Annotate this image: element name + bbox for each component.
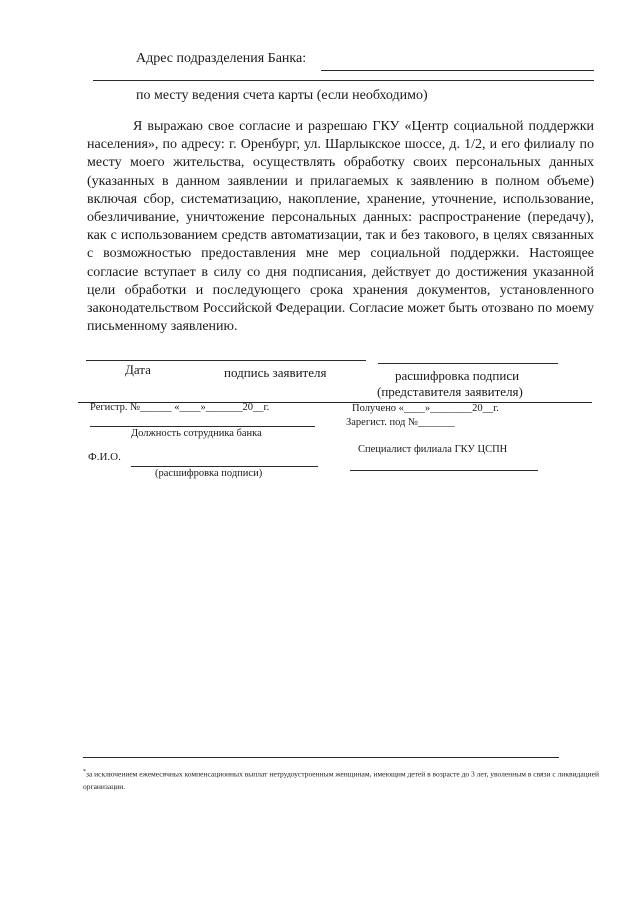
bank-address-label: Адрес подразделения Банка:	[136, 51, 307, 66]
footnote-marker: *	[83, 769, 86, 775]
footnote	[83, 766, 601, 793]
date-signature-line[interactable]	[86, 360, 366, 361]
bank-employee-position-label: Должность сотрудника банка	[131, 428, 262, 439]
specialist-label: Специалист филиала ГКУ ЦСПН	[358, 444, 508, 455]
decoding-label: расшифровка подписи	[395, 368, 520, 383]
bank-address-field-line-2[interactable]	[93, 80, 594, 81]
fio-decoding-label: (расшифровка подписи)	[155, 468, 263, 479]
consent-paragraph: Я выражаю свое согласие и разрешаю ГКУ «Центр социальной поддержки населения», по адресу: г. Оренбург, ул. Шарлыкское шоссе, д. 1/2, и его филиалу по месту моего жительства, осуществлять обработку своих персональных данных (указанных в данном заявлении и прилагаемых к заявлению в полном объеме) включая сбор, систематизацию, накопление, хранение, уточнение, использование, обезличивание, уничтожение персональных данных: распространение (передачу), как с использованием средств автоматизации, так и без такового, в целях связанных с возможностью предоставления мне мер социальной поддержки. Настоящее согласие вступает в силу со дня подписания, действует до достижения указанной цели обработки и последующего срока хранения документов, установленного законодательством Российской Федерации. Согласие может быть отозвано по моему письменному заявлению.	[87, 119, 594, 335]
bank-address-note: по месту ведения счета карты (если необходимо)	[136, 88, 428, 103]
decoding-line[interactable]	[378, 363, 558, 364]
specialist-signature-line[interactable]	[350, 470, 538, 471]
date-label: Дата	[125, 362, 151, 377]
received-label: Получено «____»________20__г.	[352, 403, 499, 414]
registration-number-label: Регистр. №______ «____»_______20__г.	[90, 402, 270, 413]
signature-label: подпись заявителя	[224, 365, 327, 380]
footnote-text: за исключением ежемесячных компенсационных выплат нетрудоустроенным женщинам, имеющим детей в возрасте до 3 лет, уволенным в связи с ликвидацией организации.	[83, 769, 600, 791]
registered-number-label: Зарегист. под №_______	[346, 417, 455, 428]
bank-employee-position-line[interactable]	[90, 426, 315, 427]
representative-label: (представителя заявителя)	[377, 384, 523, 399]
fio-label: Ф.И.О.	[88, 451, 121, 463]
footnote-separator	[83, 757, 559, 758]
bank-address-field[interactable]	[321, 70, 594, 71]
fio-line[interactable]	[131, 466, 318, 467]
